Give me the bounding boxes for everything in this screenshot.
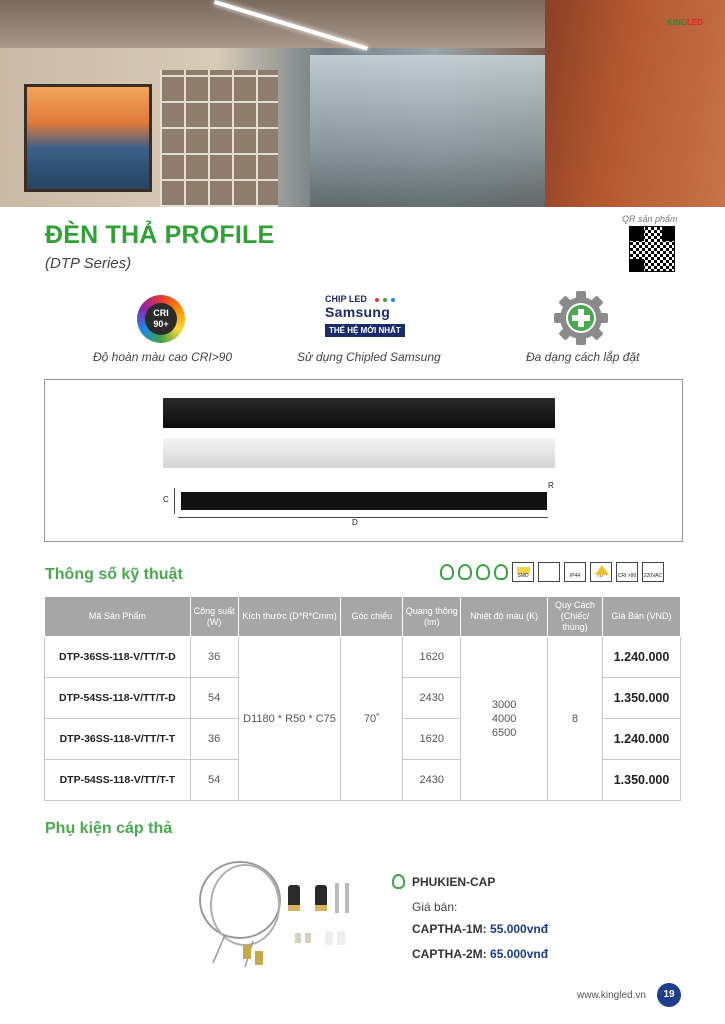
spec-table — [44, 596, 681, 801]
cell-power: 36 — [190, 637, 238, 678]
cell-price: 1.240.000 — [603, 637, 681, 678]
qr-code-icon[interactable] — [629, 226, 675, 272]
feature-label-install: Đa dạng cách lắp đặt — [526, 350, 640, 364]
qr-label: QR sản phẩm — [622, 214, 678, 224]
cell-price: 1.350.000 — [603, 760, 681, 801]
accessory-price-1m: CAPTHA-1M: 55.000vnđ — [412, 922, 549, 936]
col-header: Kích thước (D*R*Cmm) — [238, 597, 341, 637]
samsung-chip-icon — [325, 294, 411, 342]
accessory-name: PHUKIEN-CAP — [412, 875, 496, 889]
col-header: Nhiệt độ màu (K) — [461, 597, 548, 637]
dimension-label-d: D — [352, 518, 358, 527]
brand-logo: KINGLED — [667, 18, 703, 27]
new-generation-tag: THẾ HỆ MỚI NHẤT — [325, 324, 405, 337]
chip-led-text: CHIP LED — [325, 294, 367, 304]
cell-lumen: 2430 — [403, 678, 461, 719]
col-header: Quang thông (lm) — [403, 597, 461, 637]
bulb-icon — [494, 564, 508, 580]
product-diagram — [44, 379, 683, 542]
dimension-label-r: R — [548, 481, 554, 490]
cell-code: DTP-36SS-118-V/TT/T-T — [45, 719, 191, 760]
cell-lumen: 1620 — [403, 719, 461, 760]
accessory-price-label: Giá bán: — [412, 900, 458, 914]
col-header: Công suất (W) — [190, 597, 238, 637]
accessories-heading: Phụ kiện cáp thả — [45, 820, 173, 837]
product-series: (DTP Series) — [45, 255, 132, 272]
cri-icon — [137, 295, 185, 343]
hero-bookshelf — [160, 70, 278, 207]
cell-power: 54 — [190, 678, 238, 719]
house-icon — [538, 562, 560, 582]
cell-code: DTP-54SS-118-V/TT/T-D — [45, 678, 191, 719]
col-header: Giá Bán (VND) — [603, 597, 681, 637]
spec-icon-row — [440, 562, 664, 582]
smd-icon: SMD — [512, 562, 534, 582]
col-header: Quy Cách (Chiếc/ thùng) — [548, 597, 603, 637]
cell-price: 1.240.000 — [603, 719, 681, 760]
table-row — [45, 637, 681, 678]
profile-light-dimension — [181, 492, 547, 510]
cell-price: 1.350.000 — [603, 678, 681, 719]
hero-glass-office — [310, 55, 545, 207]
bulb-icon — [392, 874, 405, 889]
specs-heading: Thông số kỹ thuật — [45, 566, 183, 583]
voltage-icon: 220VAC — [642, 562, 664, 582]
hero-wood-wall — [545, 0, 725, 207]
bulb-icon — [476, 564, 490, 580]
page-number: 19 — [657, 983, 681, 1007]
cell-power: 36 — [190, 719, 238, 760]
cell-lumen: 2430 — [403, 760, 461, 801]
profile-light-black — [163, 398, 555, 428]
dimension-line-d — [178, 517, 548, 518]
col-header: Góc chiếu — [341, 597, 403, 637]
bulb-icon — [440, 564, 454, 580]
bulb-icon — [458, 564, 472, 580]
cell-pack: 8 — [548, 637, 603, 801]
cell-code: DTP-36SS-118-V/TT/T-D — [45, 637, 191, 678]
cell-angle: 70˚ — [341, 637, 403, 801]
cell-size: D1180 * R50 * C75 — [238, 637, 341, 801]
dimension-label-c: C — [163, 495, 169, 504]
hanging-cable-image — [195, 855, 375, 967]
dimension-line-c — [174, 488, 175, 514]
cell-lumen: 1620 — [403, 637, 461, 678]
hero-painting — [24, 84, 152, 192]
hero-photo — [0, 0, 725, 207]
samsung-text: Samsung — [325, 304, 391, 320]
chip-dots — [375, 294, 399, 304]
profile-light-white — [163, 438, 555, 468]
feature-label-chip: Sử dụng Chipled Samsung — [297, 350, 441, 364]
cell-cct: 3000 4000 6500 — [461, 637, 548, 801]
feature-label-cri: Độ hoàn màu cao CRI>90 — [93, 350, 233, 364]
cell-code: DTP-54SS-118-V/TT/T-T — [45, 760, 191, 801]
col-header: Mã Sản Phẩm — [45, 597, 191, 637]
table-header-row — [45, 597, 681, 637]
ip-rating-icon: IP44 — [564, 562, 586, 582]
cell-power: 54 — [190, 760, 238, 801]
cri-badge: CRI 90+ — [145, 303, 177, 335]
footer-url[interactable]: www.kingled.vn — [577, 990, 646, 1001]
accessory-price-2m: CAPTHA-2M: 65.000vnđ — [412, 947, 549, 961]
product-title: ĐÈN THẢ PROFILE — [45, 221, 275, 249]
eye-cri-icon: CRI >90 — [616, 562, 638, 582]
gear-plus-icon — [553, 290, 609, 346]
beam-angle-icon: 70° — [590, 562, 612, 582]
